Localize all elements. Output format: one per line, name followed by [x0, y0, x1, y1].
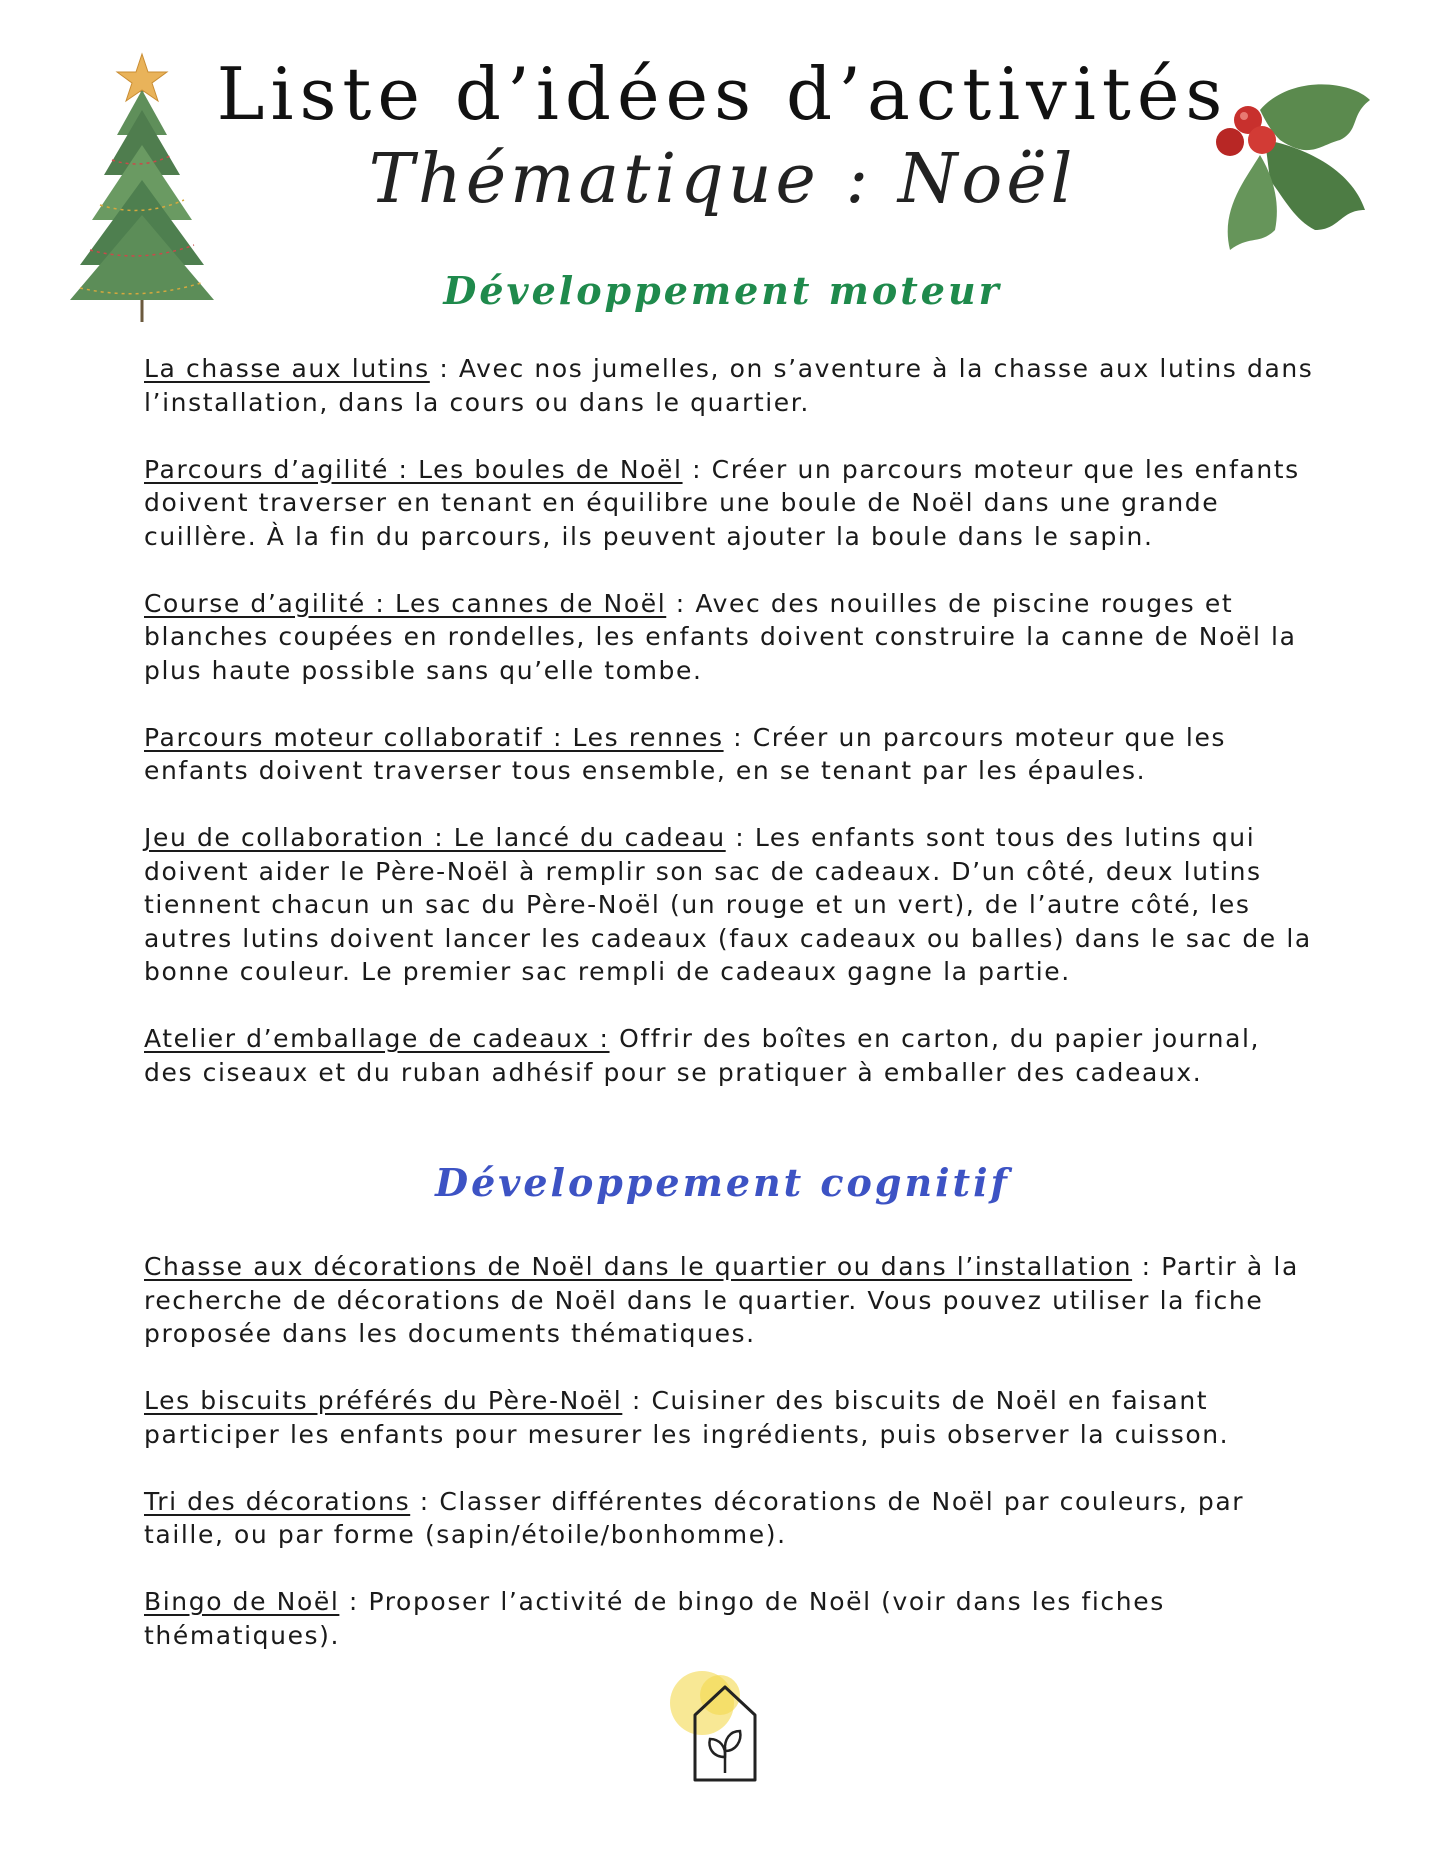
activity-item	[144, 1384, 1314, 1451]
house-leaf-logo-icon	[660, 1665, 790, 1785]
activity-description: : Avec des nouilles de piscine rouges et blanches coupées en rondelles, les enfants doivent construire la canne de Noël la plus haute possible sans qu’elle tombe.	[144, 588, 1297, 685]
activity-item	[144, 587, 1314, 688]
section-title-cognitif: Développement cognitif	[435, 1160, 1010, 1205]
page-subtitle: Thématique : Noël	[368, 140, 1077, 219]
activity-description: : Proposer l’activité de bingo de Noël (voir dans les fiches thématiques).	[144, 1587, 1165, 1650]
activity-description: : Créer un parcours moteur que les enfants doivent traverser tous ensemble, en se tenant par les épaules.	[144, 722, 1227, 785]
page-title: Liste d’idées d’activités	[216, 52, 1229, 136]
activity-item	[144, 352, 1314, 419]
activity-item	[144, 721, 1314, 788]
activity-item	[144, 453, 1314, 554]
activity-name: Atelier d’emballage de cadeaux :	[144, 1024, 610, 1053]
activity-description: Offrir des boîtes en carton, du papier journal, des ciseaux et du ruban adhésif pour se pratiquer à emballer des cadeaux.	[144, 1024, 1261, 1087]
activity-description: : Classer différentes décorations de Noël par couleurs, par taille, ou par forme (sapin/étoile/bonhomme).	[144, 1486, 1245, 1549]
activity-name: La chasse aux lutins	[144, 354, 430, 383]
activity-item	[144, 1022, 1314, 1089]
activity-description: : Créer un parcours moteur que les enfants doivent traverser en tenant en équilibre une boule de Noël dans une grande cuillère. À la fin du parcours, ils peuvent ajouter la boule dans le sapin.	[144, 454, 1300, 551]
activity-name: Bingo de Noël	[144, 1587, 340, 1616]
activity-name: Parcours d’agilité : Les boules de Noël	[144, 454, 683, 484]
activity-description: : Avec nos jumelles, on s’aventure à la chasse aux lutins dans l’installation, dans la cours ou dans le quartier.	[144, 354, 1314, 417]
activity-name: Les biscuits préférés du Père-Noël	[144, 1386, 623, 1415]
activity-description: : Partir à la recherche de décorations de Noël dans le quartier. Vous pouvez utiliser la fiche proposée dans les documents thématiques.	[144, 1252, 1299, 1348]
activity-name: Course d’agilité : Les cannes de Noël	[144, 588, 667, 618]
activity-description: : Les enfants sont tous des lutins qui doivent aider le Père-Noël à remplir son sac de cadeaux. D’un côté, deux lutins tiennent chacun un sac du Père-Noël (un rouge et un vert), de l’autre côté, les autres lutins doivent lancer les cadeaux (faux cadeaux ou balles) dans le sac de la bonne couleur. Le premier sac rempli de cadeaux gagne la partie.	[144, 823, 1312, 986]
activity-item	[144, 1585, 1314, 1652]
activity-name: Jeu de collaboration : Le lancé du cadeau	[144, 823, 726, 852]
activity-description: : Cuisiner des biscuits de Noël en faisant participer les enfants pour mesurer les ingrédients, puis observer la cuisson.	[144, 1386, 1230, 1449]
activity-list-moteur	[144, 352, 1314, 1123]
activity-item	[144, 1485, 1314, 1552]
activity-item	[144, 821, 1314, 989]
activity-item	[144, 1250, 1314, 1351]
section-title-moteur: Développement moteur	[443, 268, 1002, 313]
activity-list-cognitif	[144, 1250, 1314, 1686]
activity-name: Tri des décorations	[144, 1486, 411, 1516]
activity-name: Parcours moteur collaboratif : Les rennes	[144, 722, 724, 752]
activity-name: Chasse aux décorations de Noël dans le quartier ou dans l’installation	[144, 1252, 1133, 1281]
